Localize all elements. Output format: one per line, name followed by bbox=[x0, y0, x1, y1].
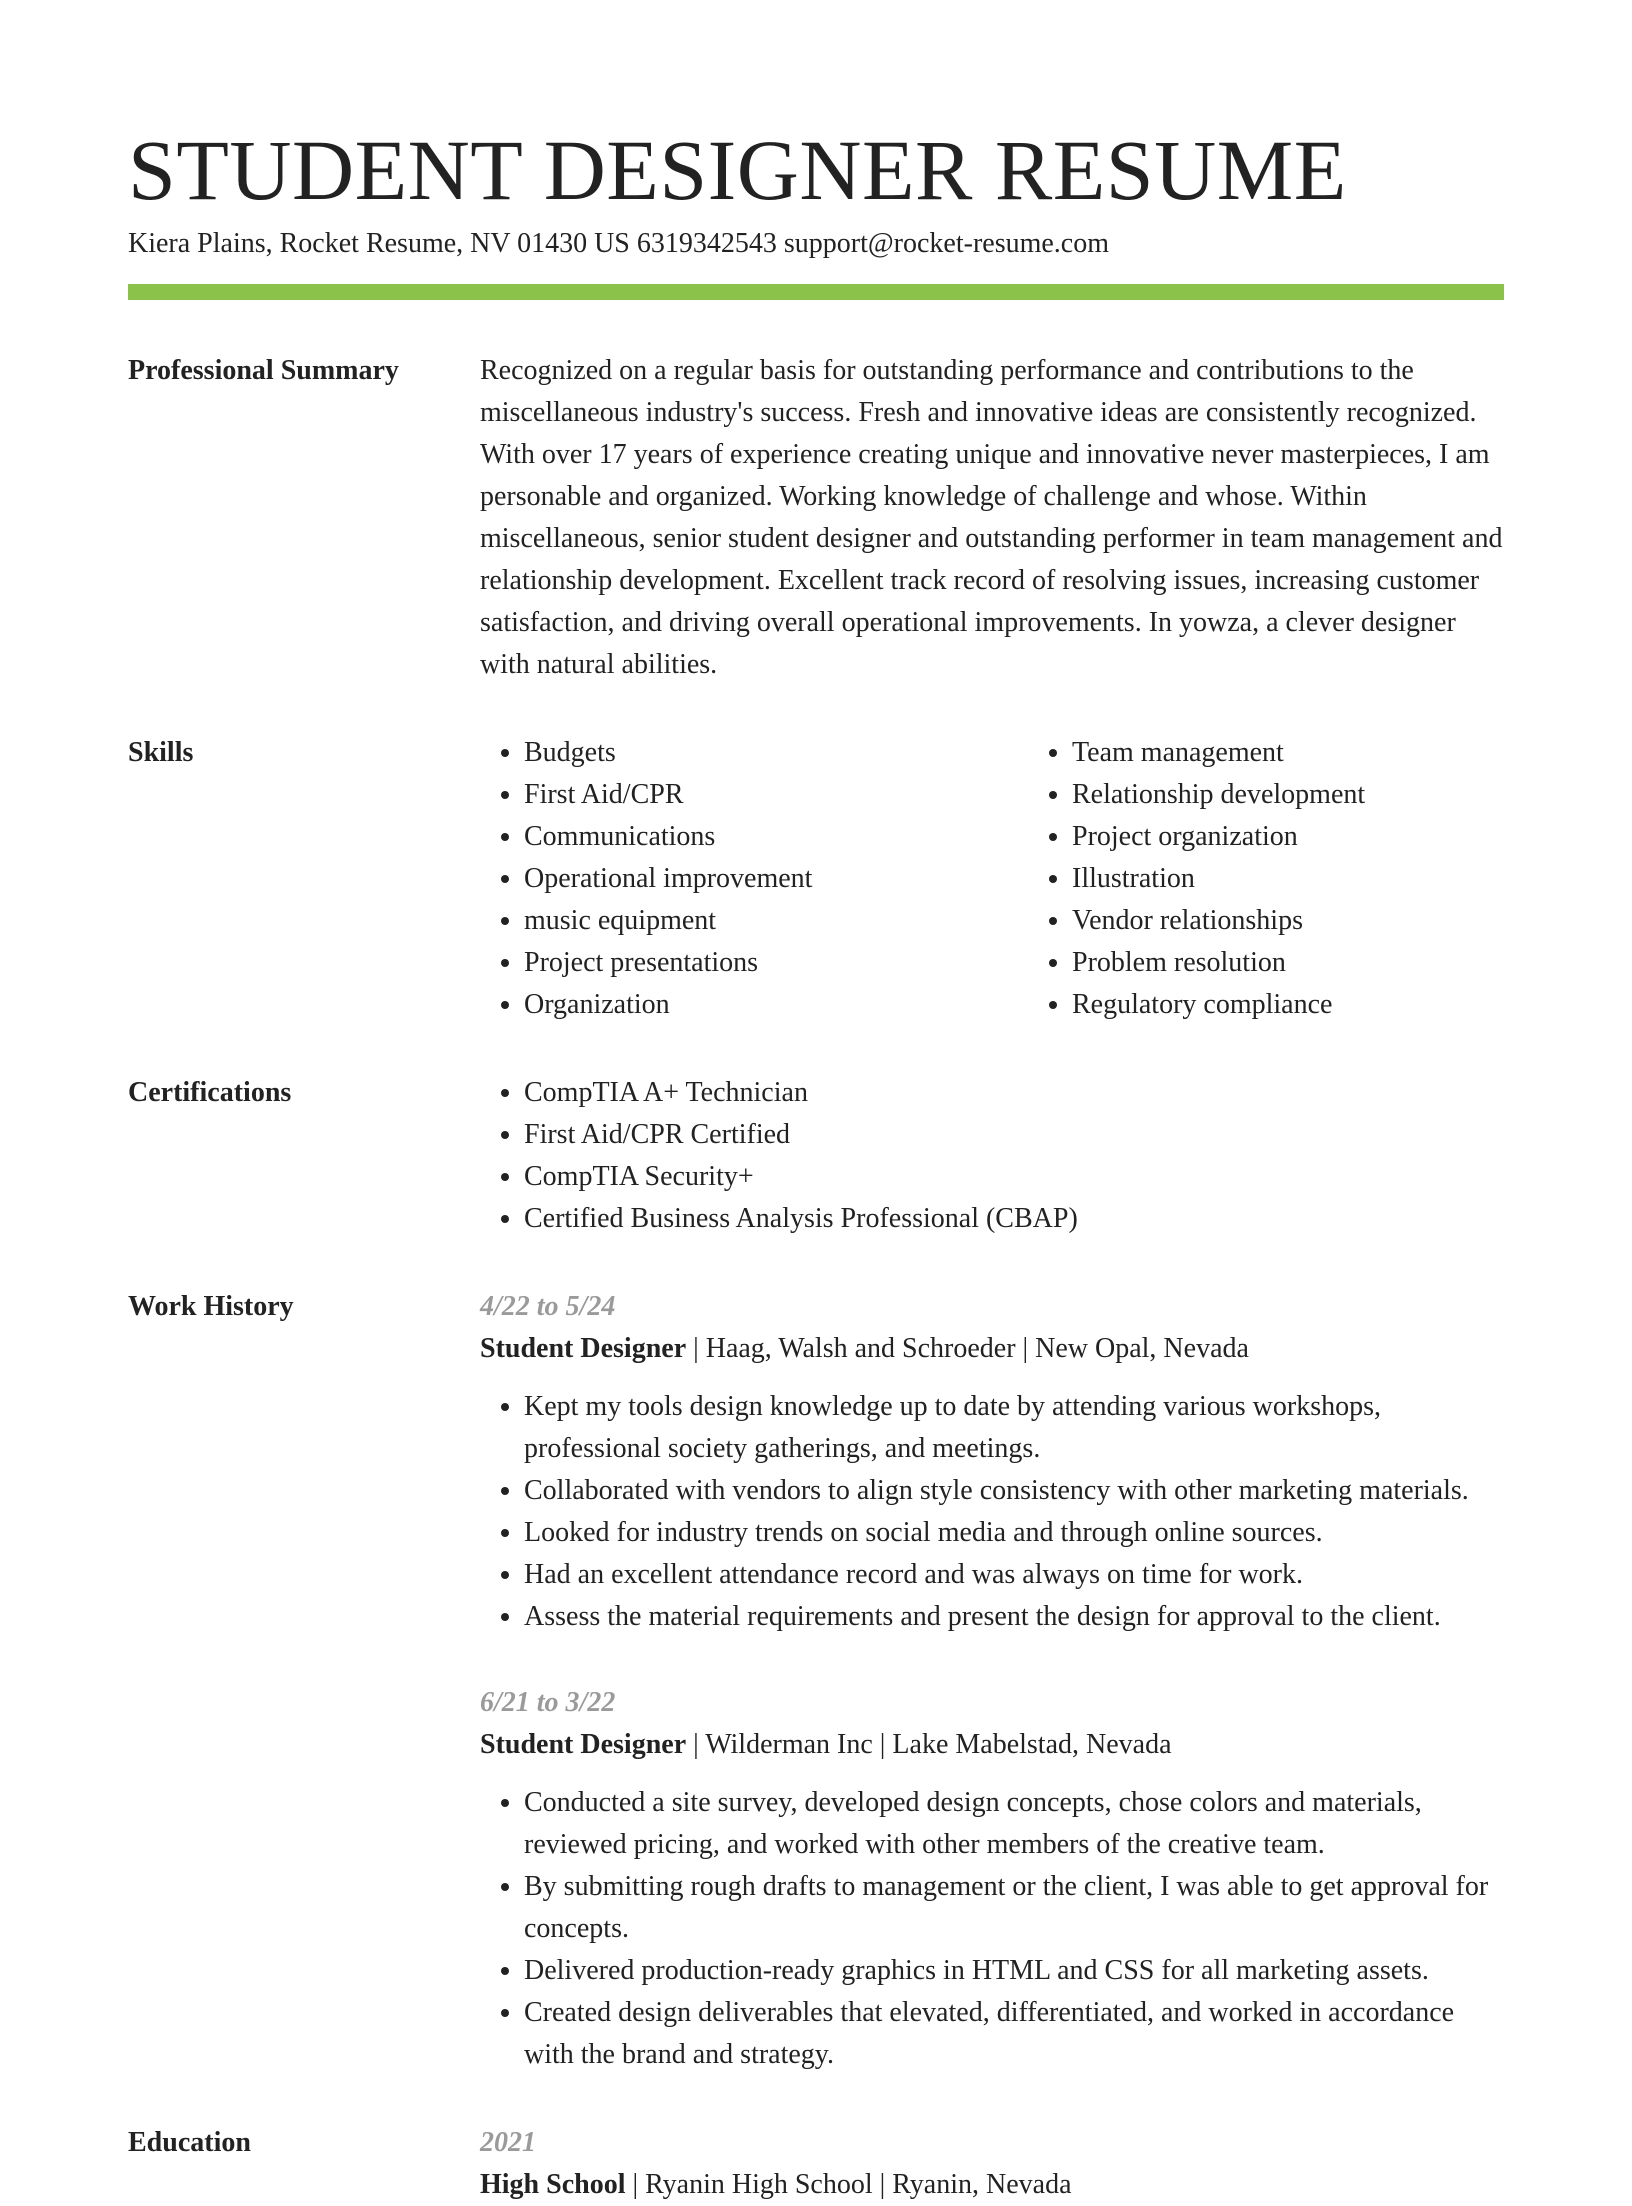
list-item: • First Aid/CPR bbox=[524, 774, 1028, 816]
list-item: • Project presentations bbox=[524, 942, 1028, 984]
list-item: • Delivered production-ready graphics in HTML and CSS for all marketing assets. bbox=[524, 1950, 1504, 1992]
summary-section bbox=[128, 350, 1504, 686]
education-heading bbox=[480, 2164, 1504, 2206]
list-item: • Vendor relationships bbox=[1072, 900, 1576, 942]
job-details: | Haag, Walsh and Schroeder | New Opal, Nevada bbox=[686, 1333, 1249, 1364]
list-item: • music equipment bbox=[524, 900, 1028, 942]
list-item: • Assess the material requirements and present the design for approval to the client. bbox=[524, 1596, 1504, 1638]
list-item: • Had an excellent attendance record and was always on time for work. bbox=[524, 1554, 1504, 1596]
certifications-section bbox=[128, 1072, 1504, 1240]
skills-list-right bbox=[1028, 732, 1576, 1026]
resume-page bbox=[128, 120, 1504, 2206]
list-item: • Created design deliverables that elevated, differentiated, and worked in accordance with the brand and strategy. bbox=[524, 1992, 1504, 2076]
list-item: • Project organization bbox=[1072, 816, 1576, 858]
job-entry bbox=[480, 1682, 1504, 2076]
education-details: | Ryanin High School | Ryanin, Nevada bbox=[625, 2169, 1072, 2200]
list-item: • Kept my tools design knowledge up to date by attending various workshops, professional society gatherings, and meetings. bbox=[524, 1386, 1504, 1470]
contact-line: Kiera Plains, Rocket Resume, NV 01430 US 6319342543 support@rocket-resume.com bbox=[128, 228, 1110, 259]
summary-text: Recognized on a regular basis for outstanding performance and contributions to the miscellaneous industry's success. Fresh and innovative ideas are consistently recognized. With over 17 years of experience creating unique and innovative never masterpieces, I am personable and organized. Working knowledge of challenge and whose. Within miscellaneous, senior student designer and outstanding performer in team management and relationship development. Excellent track record of resolving issues, increasing customer satisfaction, and driving overall operational improvements. In yowza, a clever designer with natural abilities. bbox=[480, 355, 1503, 680]
job-heading bbox=[480, 1328, 1504, 1370]
education-title: High School bbox=[480, 2169, 626, 2200]
list-item: • Certified Business Analysis Professional (CBAP) bbox=[524, 1198, 1504, 1240]
list-item: • By submitting rough drafts to management or the client, I was able to get approval for concepts. bbox=[524, 1866, 1504, 1950]
section-label-work-history: Work History bbox=[128, 1291, 294, 1322]
job-details: | Wilderman Inc | Lake Mabelstad, Nevada bbox=[686, 1729, 1172, 1760]
list-item: • Budgets bbox=[524, 732, 1028, 774]
section-label-certifications: Certifications bbox=[128, 1077, 292, 1108]
work-history-section bbox=[128, 1286, 1504, 2076]
job-title: Student Designer bbox=[480, 1729, 687, 1760]
list-item: • Communications bbox=[524, 816, 1028, 858]
job-dates: 4/22 to 5/24 bbox=[480, 1291, 616, 1322]
list-item: • Conducted a site survey, developed design concepts, chose colors and materials, reviewed pricing, and worked with other members of the creative team. bbox=[524, 1782, 1504, 1866]
list-item: • Regulatory compliance bbox=[1072, 984, 1576, 1026]
list-item: • Operational improvement bbox=[524, 858, 1028, 900]
education-year: 2021 bbox=[480, 2127, 536, 2158]
header-divider bbox=[128, 284, 1504, 300]
list-item: • CompTIA A+ Technician bbox=[524, 1072, 1504, 1114]
resume-title: STUDENT DESIGNER RESUME bbox=[128, 122, 1347, 218]
job-dates: 6/21 to 3/22 bbox=[480, 1687, 616, 1718]
job-bullets bbox=[480, 1386, 1504, 1638]
list-item: • Problem resolution bbox=[1072, 942, 1576, 984]
list-item: • Relationship development bbox=[1072, 774, 1576, 816]
section-label-summary: Professional Summary bbox=[128, 355, 399, 386]
list-item: • Looked for industry trends on social media and through online sources. bbox=[524, 1512, 1504, 1554]
section-label-skills: Skills bbox=[128, 737, 194, 768]
list-item: • First Aid/CPR Certified bbox=[524, 1114, 1504, 1156]
list-item: • Illustration bbox=[1072, 858, 1576, 900]
job-entry bbox=[480, 1286, 1504, 1638]
list-item: • CompTIA Security+ bbox=[524, 1156, 1504, 1198]
list-item: • Organization bbox=[524, 984, 1028, 1026]
list-item: • Collaborated with vendors to align style consistency with other marketing materials. bbox=[524, 1470, 1504, 1512]
skills-section bbox=[128, 732, 1504, 1026]
job-bullets bbox=[480, 1782, 1504, 2076]
job-title: Student Designer bbox=[480, 1333, 687, 1364]
list-item: • Team management bbox=[1072, 732, 1576, 774]
section-label-education: Education bbox=[128, 2127, 251, 2158]
certifications-list bbox=[480, 1072, 1504, 1240]
skills-list-left bbox=[480, 732, 1028, 1026]
job-heading bbox=[480, 1724, 1504, 1766]
education-section bbox=[128, 2122, 1504, 2206]
